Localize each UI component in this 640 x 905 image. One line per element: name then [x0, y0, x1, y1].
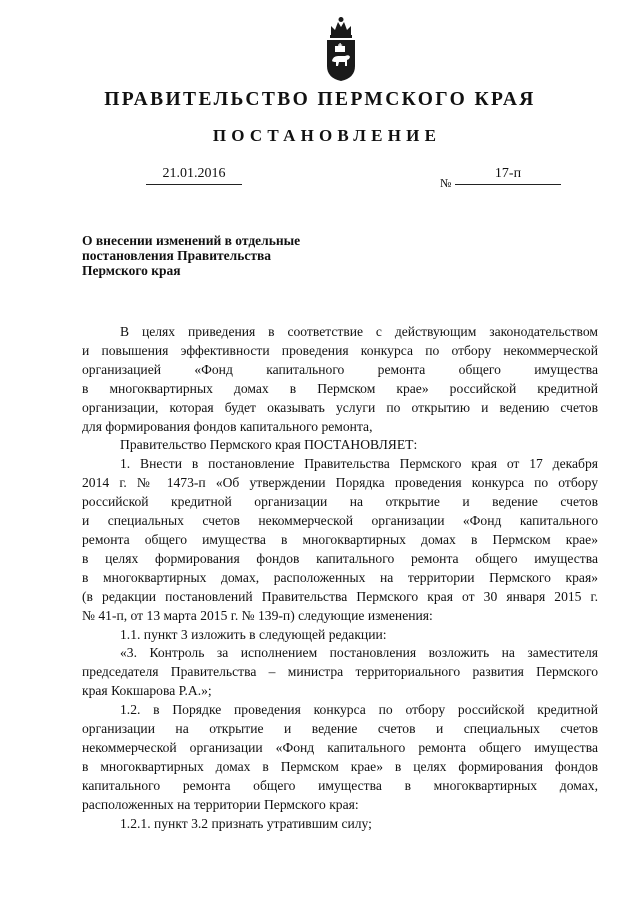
body-line: края Кокшарова Р.А.»;	[82, 683, 212, 699]
body-line: 1. Внести в постановление Правительства Пермского края от 17 декабря	[120, 456, 598, 472]
body-line: № 41-п, от 13 марта 2015 г. № 139-п) следующие изменения:	[82, 607, 433, 623]
body-line: в многоквартирных домах, расположенных на территории Пермского края»	[82, 569, 598, 585]
document-date: 21.01.2016	[146, 166, 242, 185]
body-line: некоммерческой организации «Фонд капитального ремонта общего имущества	[82, 739, 598, 755]
body-line: для формирования фондов капитального ремонта,	[82, 418, 373, 434]
body-line: Правительство Пермского края ПОСТАНОВЛЯЕТ:	[120, 437, 418, 453]
document-subject	[82, 233, 342, 278]
body-line: расположенных на территории Пермского края:	[82, 796, 359, 812]
body-line: в целях формирования фондов капитального ремонта общего имущества	[82, 550, 598, 566]
body-line: и специальных счетов некоммерческой организации «Фонд капитального	[82, 513, 598, 529]
body-line: организации на открытие и ведение счетов и специальных счетов	[82, 721, 598, 737]
subject-line: Пермского края	[82, 263, 181, 278]
body-line: ремонта общего имущества в многоквартирных домах в Пермском крае»	[82, 531, 598, 547]
body-line: 2014 г. № 1473-п «Об утверждении Порядка проведения конкурса по отбору	[82, 475, 598, 491]
body-line: (в редакции постановлений Правительства Пермского края от 30 января 2015 г.	[82, 588, 598, 604]
body-line: «3. Контроль за исполнением постановления возложить на заместителя	[120, 645, 598, 661]
number-label: №	[440, 176, 452, 190]
government-title: ПРАВИТЕЛЬСТВО ПЕРМСКОГО КРАЯ	[104, 89, 536, 110]
body-line: 1.2.1. пункт 3.2 признать утратившим силу;	[120, 815, 372, 831]
body-line: В целях приведения в соответствие с действующим законодательством	[120, 324, 598, 339]
perm-krai-coat-of-arms-icon	[325, 16, 357, 82]
document-number: 17-п	[455, 166, 561, 185]
body-line: организацией «Фонд капитального ремонта общего имущества	[82, 361, 598, 377]
body-line: 1.2. в Порядке проведения конкурса по отбору российской кредитной	[120, 702, 598, 718]
body-line: в многоквартирных домах в Пермском крае» российской кредитной	[82, 380, 598, 396]
body-line: капитального ремонта общего имущества в многоквартирных домах,	[82, 777, 598, 793]
body-line: 1.1. пункт 3 изложить в следующей редакции:	[120, 626, 387, 642]
body-line: в многоквартирных домах в Пермском крае» в целях формирования фондов	[82, 758, 598, 774]
body-line: организации, которая будет оказывать услуги по открытию и ведению счетов	[82, 399, 598, 415]
document-type-title: ПОСТАНОВЛЕНИЕ	[212, 126, 442, 145]
body-line: председателя Правительства – министра территориального развития Пермского	[82, 664, 598, 680]
subject-line: постановления Правительства	[82, 248, 271, 263]
body-line: российской кредитной организации на открытие и ведение счетов	[82, 494, 598, 510]
body-line: и повышения эффективности проведения конкурса по отбору некоммерческой	[82, 342, 598, 358]
subject-line: О внесении изменений в отдельные	[82, 233, 301, 248]
document-body	[82, 323, 598, 833]
